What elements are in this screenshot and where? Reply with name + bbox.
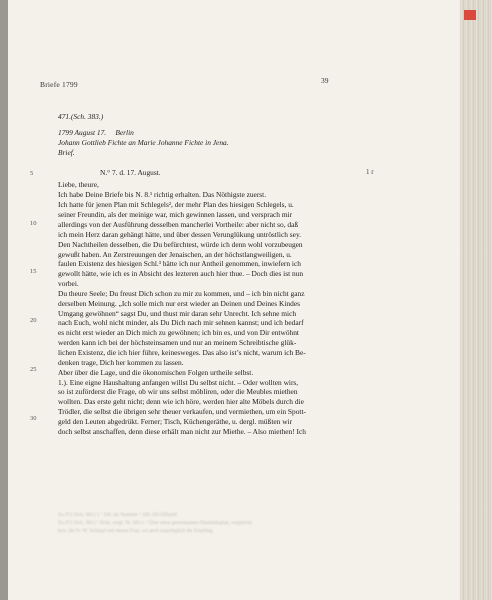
letter-line: nach Euch, wohl nicht minder, als Du Dich nach mir sehnen kannst; und ich bedarf bbox=[58, 318, 304, 327]
letter-line: faulen Existenz des hiesigen Schl.³ hätte ich nur Antheil genommen, inwiefern ich bbox=[58, 259, 301, 268]
margin-note: 1 r bbox=[366, 168, 374, 176]
line-number: 30 bbox=[30, 415, 37, 422]
letter-line: Trödler, die selbst die übrigen sehr theuer verkaufen, und vermiethen, um ein Spott- bbox=[58, 407, 306, 416]
letter-line: Aber über die Lage, und die ökonomischen Folgen urtheile selbst. bbox=[58, 368, 254, 377]
letter-line: lichen Existenz, die ich hier führe, keinesweges. Das also ist’s nicht, warum ich Be- bbox=[58, 348, 306, 357]
letter-line: Du theure Seele; Du freust Dich schon zu mir zu kommen, und – ich bin nicht ganz bbox=[58, 289, 305, 298]
line-number: 25 bbox=[30, 366, 37, 373]
line-number: 20 bbox=[30, 317, 37, 324]
letter-line: gewußt haben. An Zerstreuungen der Jenaischen, an der höchstlangweiligen, u. bbox=[58, 250, 292, 259]
line-number: 5 bbox=[30, 170, 34, 177]
letter-type: Brief. bbox=[58, 148, 75, 157]
line-number: 10 bbox=[30, 220, 37, 227]
letter-line: 1.). Eine eigne Haushaltung anfangen willst Du selbst nicht. – Oder wollten wirs, bbox=[58, 378, 299, 387]
letter-line: Ich habe Deine Briefe bis N. 8.¹ richtig erhalten. Das Nöthigste zuerst. bbox=[58, 190, 267, 199]
letter-number: 471.(Sch. 383.) bbox=[58, 112, 104, 121]
letter-line: werden kann ich bei der höchsteinsamen und nur an meinem Schreibtische glük- bbox=[58, 338, 297, 347]
letter-line: allerdings von der Ausführung desselben mancherlei Vortheile: aber nicht so, daß bbox=[58, 220, 299, 229]
footnote-line: Zu 471 (Sch. 383.) ¹ Sichr, vergl. Nr. 465 v. ² Über seine gemeinsamen Haushaltsplan, vergleiche bbox=[58, 521, 252, 526]
letter-line: ich mein Herz daran gehängt hätte, und über dessen Verunglükung untröstlich sey. bbox=[58, 230, 302, 239]
letter-line: so ist zuförderst die Frage, ob wir uns selbst möbliren, oder die Meubles miethen bbox=[58, 387, 298, 396]
letter-line: wollten. Das erste geht nicht; denn wie ich höre, werden hier alte Möbels durch die bbox=[58, 397, 304, 406]
page-edges bbox=[460, 0, 492, 600]
letter-line: seiner Freundin, als der meinige war, mich gewinnen lassen, und versprach mir bbox=[58, 210, 293, 219]
letter-line: gewollt hätte, wie ich es in Absicht des lezteren auch hier thue. – Doch dies ist nun bbox=[58, 269, 304, 278]
letter-date-place: 1799 August 17. Berlin bbox=[58, 128, 134, 137]
letter-line: Den Nachtheilen desselben, die Du befürchtest, würde ich denn wohl vorzubeugen bbox=[58, 240, 303, 249]
letter-line: es nicht erst wieder an Dich mich zu gewöhnen; ich bin es, und von Dir entwöhnt bbox=[58, 328, 299, 337]
letter-line: Liebe, theure, bbox=[58, 180, 99, 189]
line-number: 15 bbox=[30, 268, 37, 275]
letter-line: doch selbst anschaffen, denn diese erhält man nicht zur Miethe. – Also miethen! Ich bbox=[58, 427, 306, 436]
letter-line: vorbei. bbox=[58, 279, 79, 288]
letter-parties: Johann Gottlieb Fichte an Marie Johanne Fichte in Jena. bbox=[58, 138, 229, 147]
letter-line: Ich hatte für jenen Plan mit Schlegels², der mehr Plan des hiesigen Schlegels, u. bbox=[58, 200, 294, 209]
footnote-line: Zu 471 (Sch. 383.) 1 ¹ 100. als Nummer ² 100. (H) Offiziell bbox=[58, 513, 177, 518]
footnote-line: bzw. die Fr. W. Schlegel mit dessen Frau, wo auch ursprünglich die Schelling bbox=[58, 529, 213, 534]
running-title: Briefe 1799 bbox=[40, 80, 78, 89]
letter-line: geld den Leuten abgedrükt. Ferner; Tisch, Küchengeräthe, u. dergl. müßten wir bbox=[58, 417, 293, 426]
faded-footnotes bbox=[58, 512, 368, 536]
letter-line: derselben Meinung. „Ich solle mich nur erst wieder an Deinen und Deines Kindes bbox=[58, 299, 300, 308]
letter-line: denken trage, Dich her kommen zu lassen. bbox=[58, 358, 184, 367]
red-tab-marker bbox=[464, 10, 476, 20]
book-spine bbox=[0, 0, 8, 600]
page-number: 39 bbox=[321, 76, 329, 85]
letter-line: Umgang gewöhnen“ sagst Du, und thust mir daran sehr Unrecht. Ich sehne mich bbox=[58, 309, 297, 318]
letter-line: N.° 7. d. 17. August. bbox=[100, 168, 161, 177]
